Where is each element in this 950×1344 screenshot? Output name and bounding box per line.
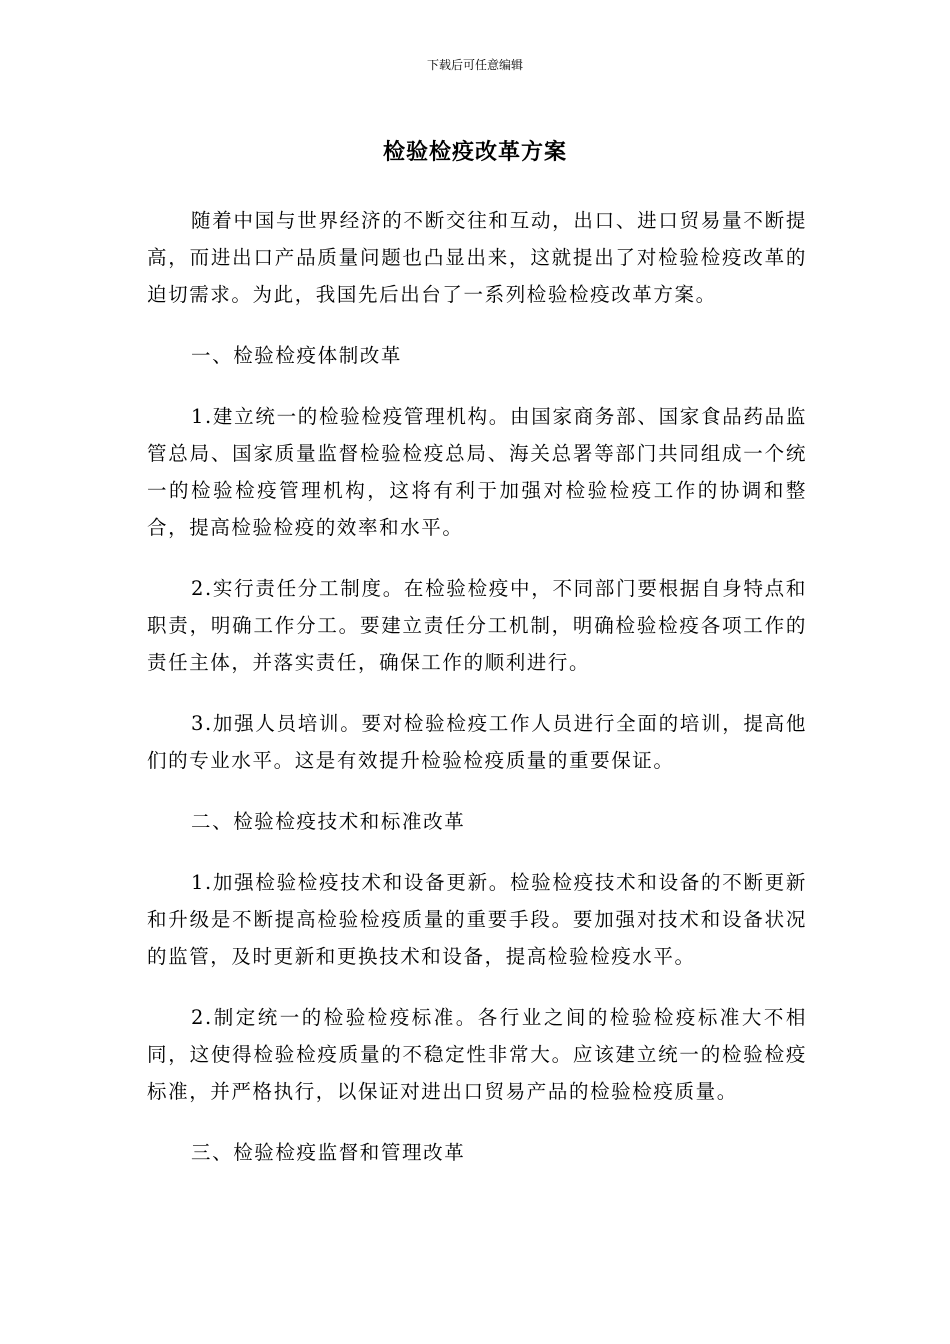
section-heading-1: 一、检验检疫体制改革 <box>191 344 403 367</box>
section-2-item-1: 1.加强检验检疫技术和设备更新。检验检疫技术和设备的不断更新和升级是不断提高检验检疫质量的重要手段。要加强对技术和设备状况的监管，及时更新和更换技术和设备，提高检验检疫水平。 <box>147 871 807 968</box>
document-body <box>147 202 807 1195</box>
section-1-item-2: 2.实行责任分工制度。在检验检疫中，不同部门要根据自身特点和职责，明确工作分工。要建立责任分工机制，明确检验检疫各项工作的责任主体，并落实责任，确保工作的顺利进行。 <box>147 577 807 674</box>
section-1-item-1: 1.建立统一的检验检疫管理机构。由国家商务部、国家食品药品监管总局、国家质量监督检验检疫总局、海关总署等部门共同组成一个统一的检验检疫管理机构，这将有利于加强对检验检疫工作的协调和整合，提高检验检疫的效率和水平。 <box>147 405 807 539</box>
intro-paragraph: 随着中国与世界经济的不断交往和互动，出口、进口贸易量不断提高，而进出口产品质量问题也凸显出来，这就提出了对检验检疫改革的迫切需求。为此，我国先后出台了一系列检验检疫改革方案。 <box>147 209 807 306</box>
section-2-item-2: 2.制定统一的检验检疫标准。各行业之间的检验检疫标准大不相同，这使得检验检疫质量的不稳定性非常大。应该建立统一的检验检疫标准，并严格执行，以保证对进出口贸易产品的检验检疫质量。 <box>147 1006 807 1103</box>
header-note: 下载后可任意编辑 <box>426 58 523 72</box>
section-heading-3: 三、检验检疫监督和管理改革 <box>191 1141 466 1164</box>
section-heading-2: 二、检验检疫技术和标准改革 <box>191 810 466 833</box>
document-title: 检验检疫改革方案 <box>382 140 567 165</box>
section-1-item-3: 3.加强人员培训。要对检验检疫工作人员进行全面的培训，提高他们的专业水平。这是有效提升检验检疫质量的重要保证。 <box>147 712 807 772</box>
